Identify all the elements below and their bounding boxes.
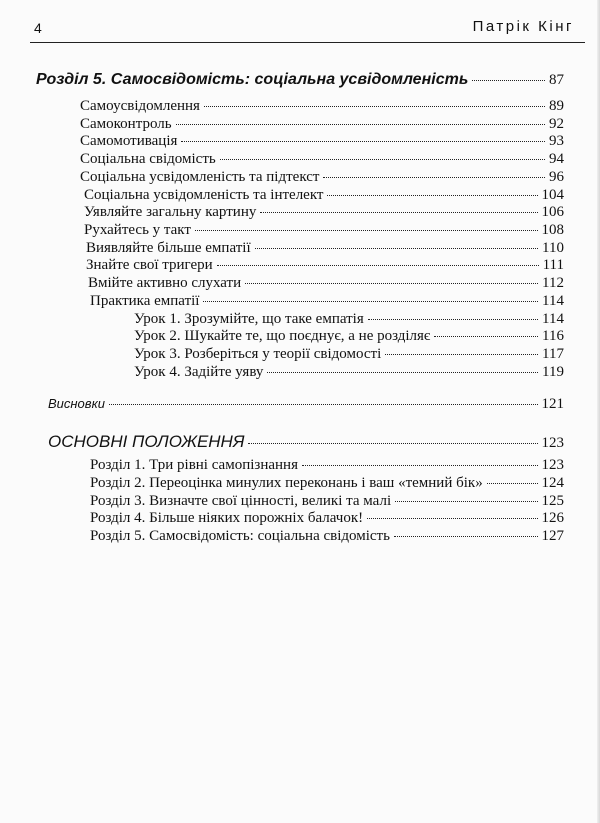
toc-entry-page: 111	[542, 257, 564, 273]
leader-dots	[176, 124, 545, 125]
leader-dots	[203, 301, 538, 302]
toc-entry[interactable]	[86, 241, 564, 256]
leader-dots	[395, 501, 537, 502]
leader-dots	[487, 483, 538, 484]
toc-entry-key-points[interactable]	[48, 433, 564, 451]
toc-entry-label: Вмійте активно слухати	[88, 275, 242, 291]
toc-entry-label: Урок 1. Зрозумійте, що таке емпатія	[134, 311, 364, 327]
toc-entry-page: 117	[542, 346, 564, 362]
leader-dots	[267, 372, 538, 373]
toc-entry[interactable]	[90, 458, 564, 473]
toc-entry-page: 114	[542, 293, 564, 309]
leader-dots	[385, 354, 538, 355]
toc-entry-page: 104	[541, 187, 564, 203]
leader-dots	[255, 248, 538, 249]
toc-entry[interactable]	[84, 205, 564, 220]
toc-entry[interactable]	[80, 152, 564, 167]
toc-entry-label: Розділ 2. Переоцінка минулих переконань і ваш «темний бік»	[90, 475, 483, 491]
toc-entry[interactable]	[90, 294, 564, 309]
toc-entry-label: Розділ 4. Більше ніяких порожніх балачок!	[90, 510, 364, 526]
leader-dots	[260, 212, 537, 213]
toc-entry-label: Практика емпатії	[90, 293, 200, 309]
toc-entry-label: Розділ 5. Самосвідомість: соціальна усвідомленість	[36, 71, 469, 88]
leader-dots	[302, 465, 538, 466]
toc-entry-label: Соціальна усвідомленість та підтекст	[80, 169, 320, 185]
toc-entry[interactable]	[84, 188, 564, 203]
toc-entry-page: 124	[541, 475, 564, 491]
toc-entry-conclusions[interactable]	[48, 397, 564, 412]
toc-entry-page: 114	[542, 311, 564, 327]
toc-entry-label: Урок 2. Шукайте те, що поєднує, а не розділяє	[134, 328, 431, 344]
toc-entry-lesson[interactable]	[134, 312, 564, 327]
toc-entry-label: Соціальна усвідомленість та інтелект	[84, 187, 324, 203]
toc-entry[interactable]	[80, 134, 564, 149]
toc-entry[interactable]	[80, 117, 564, 132]
toc-entry-label: Розділ 3. Визначте свої цінності, великі та малі	[90, 493, 392, 509]
toc-entry-page: 89	[549, 98, 564, 114]
toc-entry-page: 123	[541, 435, 564, 451]
leader-dots	[195, 230, 538, 231]
leader-dots	[367, 518, 537, 519]
toc-entry-label: Розділ 5. Самосвідомість: соціальна свідомість	[90, 528, 390, 544]
toc-entry[interactable]	[90, 494, 564, 509]
toc-entry-page: 127	[541, 528, 564, 544]
toc-entry-page: 116	[542, 328, 564, 344]
leader-dots	[248, 443, 537, 444]
toc-entry-label: Соціальна свідомість	[80, 151, 216, 167]
running-head: Патрік Кінг	[472, 18, 574, 35]
toc-entry-label: Рухайтесь у такт	[84, 222, 191, 238]
leader-dots	[204, 106, 545, 107]
toc-entry-page: 123	[541, 457, 564, 473]
toc-entry-label: Знайте свої тригери	[86, 257, 213, 273]
toc-entry-page: 125	[541, 493, 564, 509]
leader-dots	[323, 177, 545, 178]
leader-dots	[368, 319, 538, 320]
toc-entry-label: Висновки	[48, 396, 105, 411]
leader-dots	[181, 141, 545, 142]
toc-entry-page: 92	[549, 116, 564, 132]
toc-entry-page: 119	[542, 364, 564, 380]
toc-entry-label: Урок 4. Задійте уяву	[134, 364, 264, 380]
toc-entry-label: Самоусвідомлення	[80, 98, 200, 114]
toc-entry-page: 110	[542, 240, 564, 256]
leader-dots	[109, 404, 538, 405]
toc-entry-page: 96	[549, 169, 564, 185]
toc-entry-label: Урок 3. Розберіться у теорії свідомості	[134, 346, 382, 362]
leader-dots	[220, 159, 545, 160]
toc-entry-page: 126	[541, 510, 564, 526]
leader-dots	[434, 336, 538, 337]
toc-entry-lesson[interactable]	[134, 329, 564, 344]
toc-entry-label: Виявляйте більше емпатії	[86, 240, 251, 256]
leader-dots	[394, 536, 538, 537]
toc-entry-page: 94	[549, 151, 564, 167]
toc-entry[interactable]	[84, 223, 564, 238]
leader-dots	[245, 283, 538, 284]
toc-entry-page: 106	[541, 204, 564, 220]
toc-entry-label: Самомотивація	[80, 133, 178, 149]
toc-entry-label: ОСНОВНІ ПОЛОЖЕННЯ	[48, 432, 245, 451]
leader-dots	[327, 195, 537, 196]
toc-entry-label: Розділ 1. Три рівні самопізнання	[90, 457, 298, 473]
toc-entry-chapter-5[interactable]	[36, 72, 564, 88]
toc-entry-label: Самоконтроль	[80, 116, 172, 132]
toc-entry-page: 112	[542, 275, 564, 291]
toc-entry-page: 93	[549, 133, 564, 149]
toc-entry[interactable]	[86, 258, 564, 273]
toc-entry-label: Уявляйте загальну картину	[84, 204, 257, 220]
toc-entry-page: 121	[541, 396, 564, 412]
toc-entry[interactable]	[80, 99, 564, 114]
toc-entry[interactable]	[90, 511, 564, 526]
page-number: 4	[34, 20, 42, 36]
toc-entry-lesson[interactable]	[134, 347, 564, 362]
leader-dots	[217, 265, 539, 266]
leader-dots	[472, 80, 545, 81]
toc-entry-page: 87	[549, 72, 564, 88]
toc-entry[interactable]	[80, 170, 564, 185]
toc-entry[interactable]	[90, 529, 564, 544]
toc-entry-lesson[interactable]	[134, 365, 564, 380]
toc-entry[interactable]	[88, 276, 564, 291]
toc-entry-page: 108	[541, 222, 564, 238]
toc-entry[interactable]	[90, 476, 564, 491]
